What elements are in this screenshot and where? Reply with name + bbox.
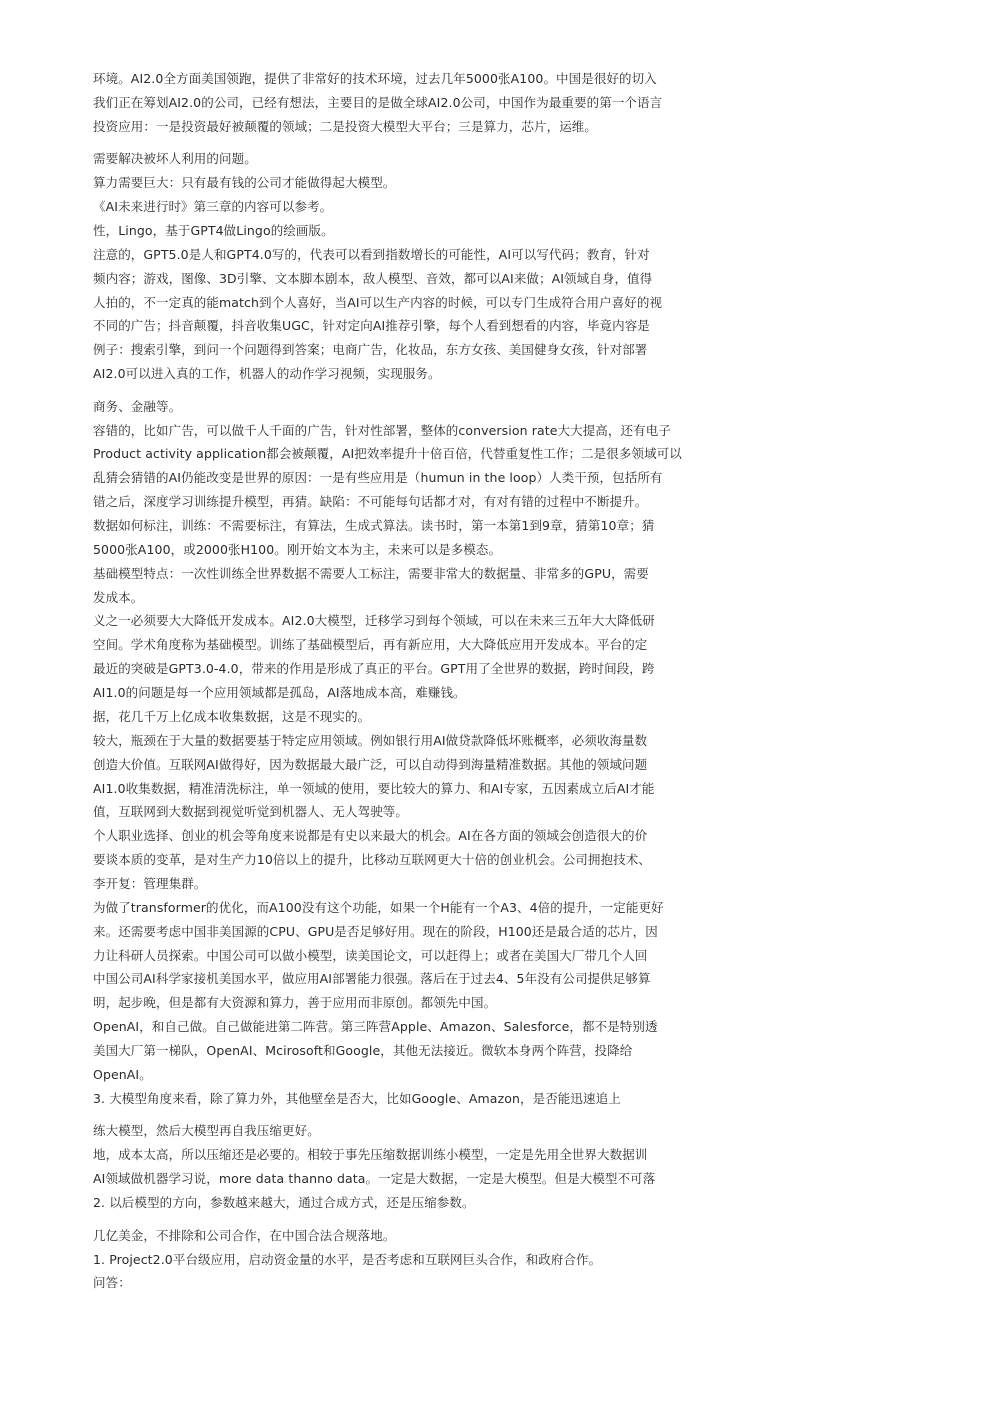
text-line: 人拍的，不一定真的能match到个人喜好，当AI可以生产内容的时候，可以专门生成符合用户喜好的视 (93, 295, 663, 310)
text-line: 容错的，比如广告，可以做千人千面的广告，针对性部署，整体的conversion rate大大提高，还有电子 (93, 423, 671, 438)
text-line: 力让科研人员探索。中国公司可以做小模型，读美国论文，可以赶得上；或者在美国大厂带几个人回 (93, 948, 648, 963)
text-line: 问答： (93, 1275, 131, 1290)
text-line: 3. 大模型角度来看，除了算力外，其他壁垒是否大，比如Google、Amazon，是否能迅速追上 (93, 1091, 621, 1106)
text-line: 要谈本质的变革，是对生产力10倍以上的提升，比移动互联网更大十倍的创业机会。公司拥抱技术、 (93, 852, 651, 867)
text-line: 李开复：管理集群。 (93, 876, 207, 891)
text-line: 练大模型，然后大模型再自我压缩更好。 (93, 1123, 320, 1138)
text-line: 值，互联网到大数据到视觉听觉到机器人、无人驾驶等。 (93, 804, 409, 819)
text-line: 错之后，深度学习训练提升模型，再猜。缺陷：不可能每句话都才对，有对有错的过程中不断提升。 (93, 494, 648, 509)
text-line: 创造大价值。互联网AI做得好，因为数据最大最广泛，可以自动得到海量精准数据。其他的领域问题 (93, 757, 648, 772)
text-line: 1. Project2.0平台级应用，启动资金量的水平，是否考虑和互联网巨头合作，和政府合作。 (93, 1252, 602, 1267)
text-line: AI领域做机器学习说，more data thanno data。一定是大数据，一定是大模型。但是大模型不可落 (93, 1171, 656, 1186)
text-line: OpenAI。 (93, 1067, 152, 1082)
text-line: 5000张A100，或2000张H100。刚开始文本为主，未来可以是多模态。 (93, 542, 502, 557)
text-line: 投资应用：一是投资最好被颠覆的领域；二是投资大模型大平台；三是算力，芯片，运维。 (93, 119, 598, 134)
text-line: 例子：搜索引擎，到问一个问题得到答案；电商广告，化妆品，东方女孩、美国健身女孩，针对部署 (93, 342, 648, 357)
text-line: 义之一必须要大大降低开发成本。AI2.0大模型，迁移学习到每个领域，可以在未来三五年大大降低研 (93, 613, 655, 628)
text-line: 2. 以后模型的方向，参数越来越大，通过合成方式，还是压缩参数。 (93, 1195, 475, 1210)
text-line: 个人职业选择、创业的机会等角度来说都是有史以来最大的机会。AI在各方面的领域会创造很大的价 (93, 828, 648, 843)
text-line: 数据如何标注，训练：不需要标注，有算法，生成式算法。读书时，第一本第1到9章，猜第10章；猜 (93, 518, 655, 533)
text-line: AI1.0收集数据，精准清洗标注，单一领域的使用，要比较大的算力、和AI专家，五因素成立后AI才能 (93, 781, 655, 796)
text-line: 较大，瓶颈在于大量的数据要基于特定应用领域。例如银行用AI做贷款降低坏账概率，必须收海量数 (93, 733, 648, 748)
text-line: 频内容；游戏，图像、3D引擎、文本脚本剧本，敌人模型、音效，都可以AI来做；AI领域自身，值得 (93, 271, 653, 286)
text-line: 美国大厂第一梯队，OpenAI、Mcirosoft和Google，其他无法接近。微软本身两个阵营，投降给 (93, 1043, 633, 1058)
text-line: Product activity application都会被颠覆，AI把效率提升十倍百倍，代替重复性工作；二是很多领域可以 (93, 446, 682, 461)
text-line: 环境。AI2.0全方面美国领跑，提供了非常好的技术环境，过去几年5000张A100。中国是很好的切入 (93, 71, 657, 86)
text-line: 空间。学术角度称为基础模型。训练了基础模型后，再有新应用，大大降低应用开发成本。平台的定 (93, 637, 648, 652)
text-line: 需要解决被坏人利用的问题。 (93, 151, 257, 166)
text-line: 我们正在筹划AI2.0的公司，已经有想法，主要目的是做全球AI2.0公司，中国作为最重要的第一个语言 (93, 95, 663, 110)
text-line: 乱猜会猜错的AI仍能改变是世界的原因：一是有些应用是（humun in the loop）人类干预，包括所有 (93, 470, 663, 485)
text-line: 注意的，GPT5.0是人和GPT4.0写的，代表可以看到指数增长的可能性，AI可以写代码；教育，针对 (93, 247, 650, 262)
text-line: 明，起步晚，但是都有大资源和算力，善于应用而非原创。都领先中国。 (93, 995, 497, 1010)
text-line: 基础模型特点：一次性训练全世界数据不需要人工标注，需要非常大的数据量、非常多的GPU，需要 (93, 566, 649, 581)
text-line: 据，花几千万上亿成本收集数据，这是不现实的。 (93, 709, 371, 724)
text-line: 来。还需要考虑中国非美国源的CPU、GPU是否足够好用。现在的阶段，H100还是最合适的芯片，因 (93, 924, 658, 939)
text-line: 《AI未来进行时》第三章的内容可以参考。 (93, 199, 333, 214)
text-line: 中国公司AI科学家接机美国水平，做应用AI部署能力很强。落后在于过去4、5年没有公司提供足够算 (93, 971, 651, 986)
text-line: OpenAI，和自己做。自己做能进第二阵营。第三阵营Apple、Amazon、Salesforce，都不是特别透 (93, 1019, 658, 1034)
text-line: 性，Lingo，基于GPT4做Lingo的绘画版。 (93, 223, 334, 238)
text-line: 几亿美金，不排除和公司合作，在中国合法合规落地。 (93, 1228, 396, 1243)
text-line: 发成本。 (93, 590, 144, 605)
text-line: 最近的突破是GPT3.0-4.0，带来的作用是形成了真正的平台。GPT用了全世界的数据，跨时间段，跨 (93, 661, 655, 676)
text-line: AI2.0可以进入真的工作，机器人的动作学习视频，实现服务。 (93, 366, 441, 381)
text-line: 商务、金融等。 (93, 399, 182, 414)
text-line: AI1.0的问题是每一个应用领域都是孤岛，AI落地成本高，难赚钱。 (93, 685, 466, 700)
text-line: 地，成本太高，所以压缩还是必要的。相较于事先压缩数据训练小模型，一定是先用全世界大数据训 (93, 1147, 648, 1162)
text-line: 不同的广告；抖音颠覆，抖音收集UGC，针对定向AI推荐引擎，每个人看到想看的内容，毕竟内容是 (93, 318, 650, 333)
text-line: 为做了transformer的优化，而A100没有这个功能，如果一个H能有一个A3、4倍的提升，一定能更好 (93, 900, 664, 915)
text-line: 算力需要巨大：只有最有钱的公司才能做得起大模型。 (93, 175, 396, 190)
